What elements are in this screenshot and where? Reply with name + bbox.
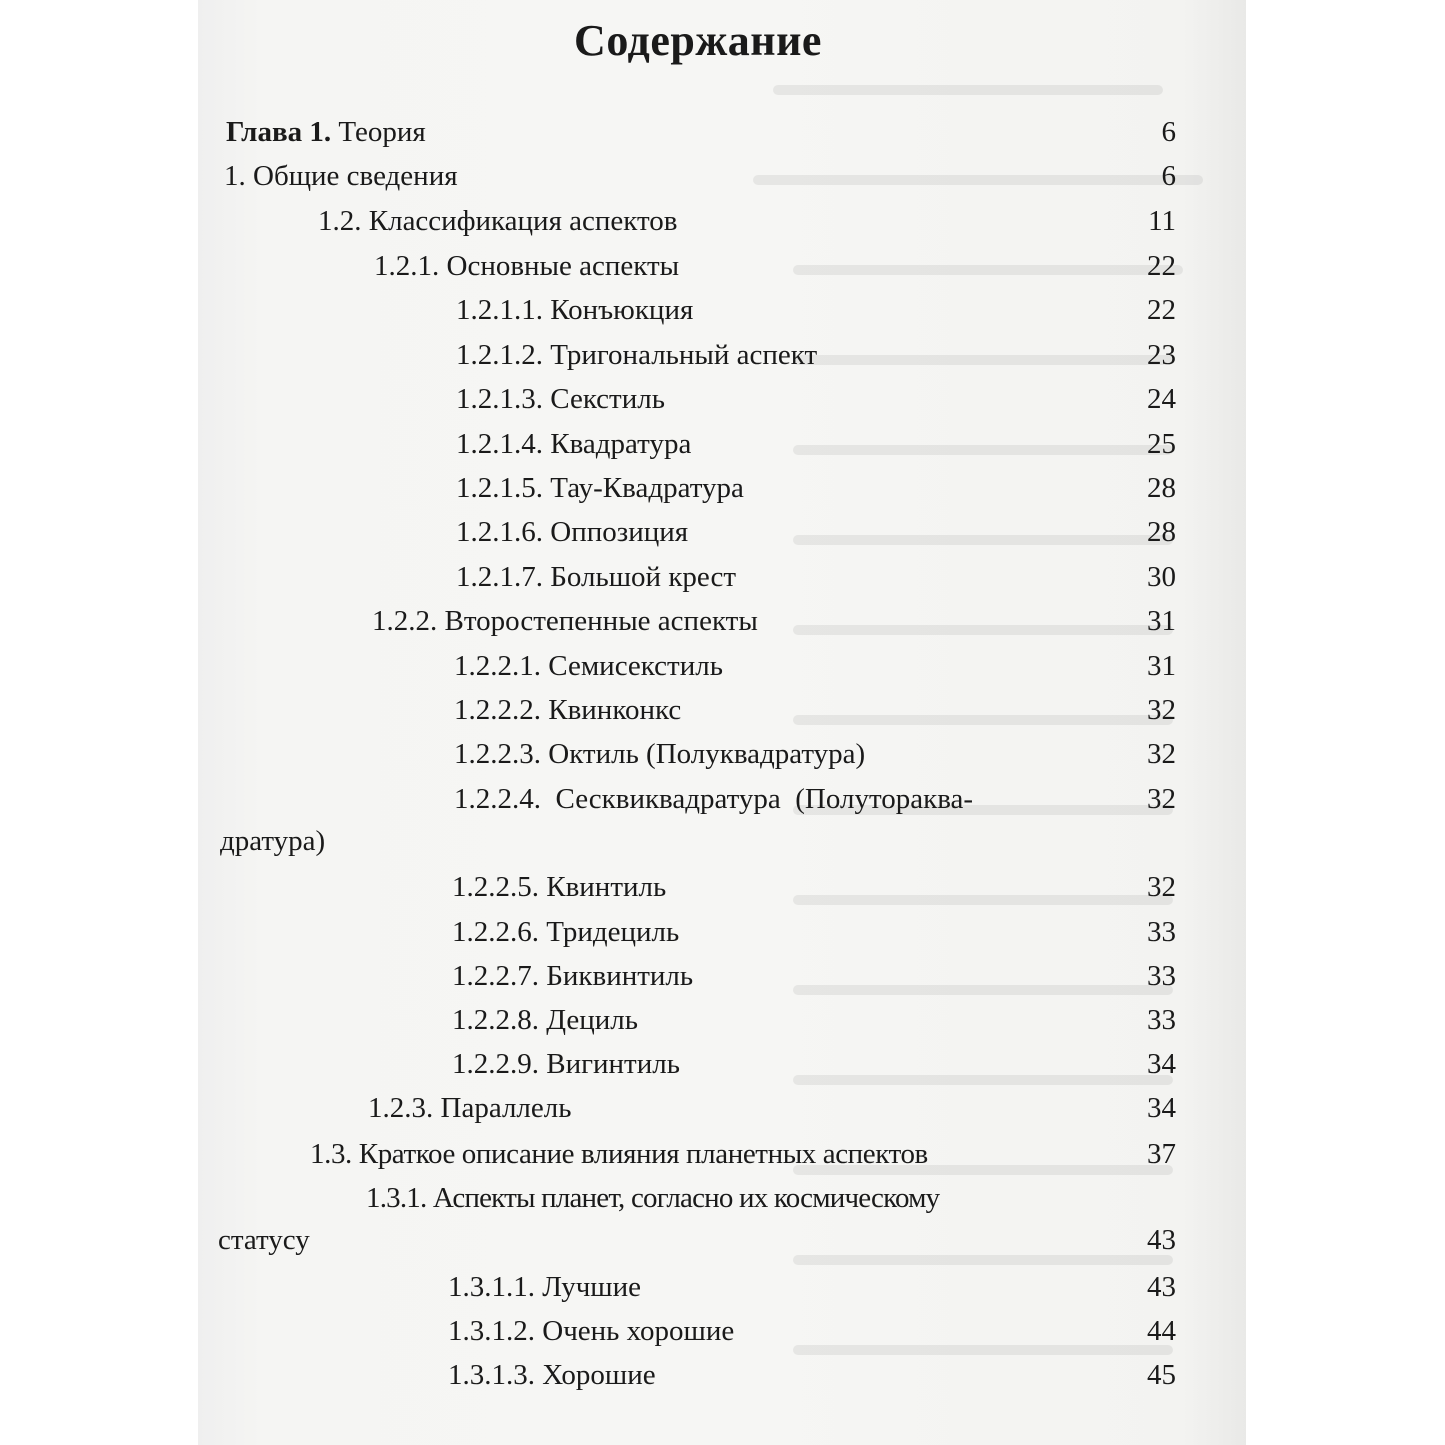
toc-page-number: 28: [1147, 516, 1176, 548]
toc-entry-label: 1.2.2.1. Семисекстиль: [454, 650, 723, 682]
toc-entry-label: 1.3. Краткое описание влияния планетных аспектов: [310, 1138, 928, 1170]
toc-entry: [198, 954, 1246, 998]
toc-page-number: 34: [1147, 1048, 1176, 1080]
toc-entry-label: 1.2.1.2. Тригональный аспект: [456, 339, 818, 371]
chapter-prefix: Глава 1.: [226, 116, 332, 148]
toc-page-number: 22: [1147, 250, 1176, 282]
toc-page-number: 32: [1147, 738, 1176, 770]
toc-entry: [198, 1176, 1246, 1220]
toc-entry-continuation: [198, 1218, 1246, 1262]
toc-entry-label: 1.3.1.3. Хорошие: [448, 1359, 656, 1391]
toc-entry: [198, 1042, 1246, 1086]
toc-entry: [198, 1309, 1246, 1353]
toc-page-number: 25: [1147, 428, 1176, 460]
toc-page-number: 28: [1147, 472, 1176, 504]
toc-entry-chapter-1: [198, 110, 1246, 154]
toc-entry-label: 1.3.1.2. Очень хорошие: [448, 1315, 735, 1347]
toc-page-number: 43: [1147, 1271, 1176, 1303]
toc-entry: [198, 644, 1246, 688]
toc-entry-label: 1.2.1.5. Тау-Квадратура: [456, 472, 744, 504]
toc-page-number: 32: [1147, 871, 1176, 903]
toc-page-number: 33: [1147, 960, 1176, 992]
toc-entry: [198, 688, 1246, 732]
toc-entry-label: 1.2.1.7. Большой крест: [456, 561, 737, 593]
toc-page-number: 31: [1147, 605, 1176, 637]
book-page: [198, 0, 1246, 1445]
toc-entry: [198, 333, 1246, 377]
toc-entry: [198, 422, 1246, 466]
toc-page-number: 34: [1147, 1092, 1176, 1124]
toc-page-number: 23: [1147, 339, 1176, 371]
toc-entry-label: 1.2.1. Основные аспекты: [374, 250, 680, 282]
toc-entry-label: 1.2. Классификация аспектов: [318, 205, 678, 237]
toc-entry-label: 1.2.3. Параллель: [368, 1092, 572, 1124]
toc-entry: [198, 288, 1246, 332]
toc-entry-label: 1.3.1. Аспекты планет, согласно их космическому: [366, 1182, 940, 1214]
toc-page-number: 43: [1147, 1224, 1176, 1256]
toc-entry-label: 1.2.1.6. Оппозиция: [456, 516, 689, 548]
toc-entry: [198, 599, 1246, 643]
toc-entry-label: статусу: [218, 1224, 310, 1256]
toc-entry-label: 1.2.2.7. Биквинтиль: [452, 960, 694, 992]
toc-entry: [198, 1132, 1246, 1176]
toc-page-number: 22: [1147, 294, 1176, 326]
toc-page-number: 31: [1147, 650, 1176, 682]
toc-entry: [198, 510, 1246, 554]
toc-page-number: 32: [1147, 694, 1176, 726]
toc-page-number: 6: [1161, 160, 1176, 192]
toc-entry-label: дратура): [220, 825, 326, 857]
toc-entry-label: Глава 1. Теория: [226, 116, 426, 148]
page-title: Содержание: [574, 16, 822, 65]
toc-page-number: 33: [1147, 1004, 1176, 1036]
toc-entry-label: 1.3.1.1. Лучшие: [448, 1271, 642, 1303]
toc-entry-label: 1. Общие сведения: [224, 160, 458, 192]
toc-entry: [198, 199, 1246, 243]
toc-list: [198, 0, 1246, 1445]
toc-page-number: 33: [1147, 916, 1176, 948]
toc-page-number: 32: [1147, 783, 1176, 815]
toc-entry-label: 1.2.2.2. Квинконкс: [454, 694, 682, 726]
toc-page-number: 24: [1147, 383, 1176, 415]
toc-entry-label: 1.2.2.3. Октиль (Полуквадратура): [454, 738, 866, 770]
toc-entry-label: 1.2.1.3. Секстиль: [456, 383, 665, 415]
toc-entry: [198, 1086, 1246, 1130]
toc-entry-continuation: [198, 819, 1246, 863]
toc-entry-label: 1.2.1.4. Квадратура: [456, 428, 692, 460]
toc-entry: [198, 910, 1246, 954]
toc-entry-label: 1.2.2.8. Дециль: [452, 1004, 638, 1036]
toc-entry: [198, 732, 1246, 776]
toc-entry: [198, 466, 1246, 510]
toc-page-number: 30: [1147, 561, 1176, 593]
toc-entry: [198, 865, 1246, 909]
toc-entry: [198, 777, 1246, 821]
toc-page-number: 37: [1147, 1138, 1176, 1170]
toc-entry: [198, 1265, 1246, 1309]
toc-entry-label: 1.2.2.4. Сесквиквадратура (Полутораква-: [454, 783, 974, 815]
toc-page-number: 6: [1161, 116, 1176, 148]
toc-entry-label: 1.2.2.6. Тридециль: [452, 916, 680, 948]
toc-entry: [198, 154, 1246, 198]
toc-entry-label: 1.2.2.9. Вигинтиль: [452, 1048, 680, 1080]
toc-entry: [198, 1353, 1246, 1397]
toc-entry: [198, 244, 1246, 288]
toc-entry-label: 1.2.2.5. Квинтиль: [452, 871, 667, 903]
toc-page-number: 44: [1147, 1315, 1176, 1347]
toc-page-number: 11: [1148, 205, 1176, 237]
toc-entry-label: 1.2.1.1. Конъюкция: [456, 294, 694, 326]
toc-entry: [198, 555, 1246, 599]
toc-entry: [198, 998, 1246, 1042]
toc-entry: [198, 377, 1246, 421]
toc-page-number: 45: [1147, 1359, 1176, 1391]
toc-entry-label: 1.2.2. Второстепенные аспекты: [372, 605, 758, 637]
